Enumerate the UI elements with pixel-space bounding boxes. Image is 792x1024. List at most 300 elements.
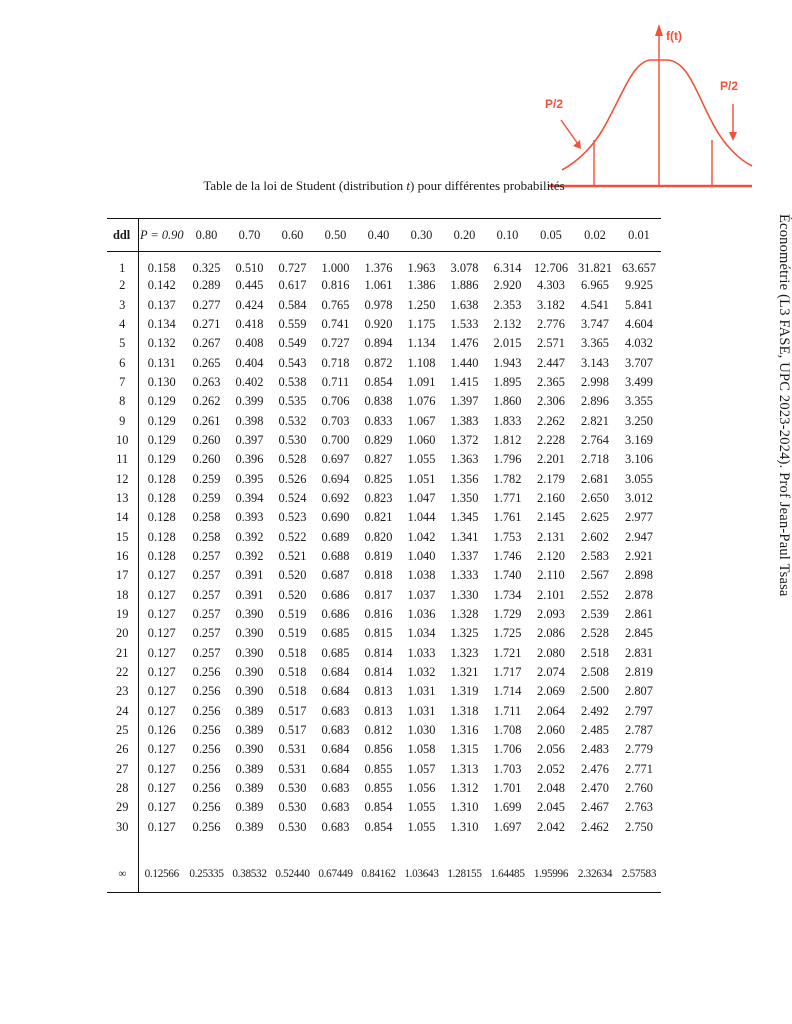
value-cell: 0.128 <box>147 490 176 505</box>
value-cell: 2.921 <box>625 548 653 563</box>
value-cell: 0.683 <box>321 703 350 718</box>
value-cell: 1.397 <box>450 394 479 409</box>
table-row <box>107 644 661 663</box>
value-cell: 1.708 <box>493 723 522 738</box>
value-cell: 2.797 <box>625 703 653 718</box>
value-cell: 0.389 <box>235 800 264 815</box>
value-cell: 0.530 <box>278 781 307 796</box>
value-cell: 0.518 <box>278 645 307 660</box>
value-cell: 0.711 <box>321 374 350 389</box>
value-cell: 0.389 <box>235 703 264 718</box>
value-cell: 2.718 <box>581 452 609 467</box>
value-cell: 0.404 <box>235 355 264 370</box>
prob-header: 0.02 <box>584 227 606 242</box>
value-cell: 0.517 <box>278 723 307 738</box>
value-cell: 2.080 <box>537 645 565 660</box>
value-cell: 0.390 <box>235 665 264 680</box>
prob-header: 0.80 <box>195 227 218 242</box>
value-cell: 3.707 <box>625 355 653 370</box>
value-cell: 1.319 <box>450 684 479 699</box>
value-cell: 1.638 <box>450 297 479 312</box>
table-row <box>107 527 661 546</box>
value-cell: 4.303 <box>537 278 565 293</box>
ddl-cell: 24 <box>107 702 138 721</box>
value-cell: 1.060 <box>407 432 436 447</box>
value-cell: 0.25335 <box>189 867 224 880</box>
value-cell: 1.067 <box>407 413 436 428</box>
ddl-cell: 22 <box>107 663 138 682</box>
value-cell: 2.060 <box>537 723 565 738</box>
value-cell: 0.256 <box>192 819 221 834</box>
value-cell: 1.963 <box>407 261 436 275</box>
value-cell: 0.530 <box>278 800 307 815</box>
value-cell: 1.055 <box>407 452 436 467</box>
value-cell: 0.528 <box>278 452 307 467</box>
value-cell: 1.042 <box>407 529 436 544</box>
ddl-cell: 19 <box>107 605 138 624</box>
value-cell: 0.134 <box>147 316 176 331</box>
value-cell: 2.57583 <box>621 867 657 880</box>
value-cell: 2.567 <box>581 568 609 583</box>
left-tail-label: P/2 <box>545 97 564 111</box>
value-cell: 1.796 <box>493 452 522 467</box>
value-cell: 1.28155 <box>447 867 482 880</box>
value-cell: 1.734 <box>493 587 522 602</box>
value-cell: 2.201 <box>537 452 565 467</box>
ddl-cell: 20 <box>107 624 138 643</box>
value-cell: 0.389 <box>235 723 264 738</box>
value-cell: 0.838 <box>364 394 393 409</box>
value-cell: 1.697 <box>493 819 522 834</box>
value-cell: 0.128 <box>147 548 176 563</box>
value-cell: 2.764 <box>581 432 609 447</box>
value-cell: 2.508 <box>581 665 609 680</box>
table-row <box>107 373 661 392</box>
value-cell: 2.110 <box>537 568 565 583</box>
value-cell: 2.776 <box>537 316 565 331</box>
ddl-cell: 18 <box>107 586 138 605</box>
value-cell: 0.127 <box>147 568 176 583</box>
value-cell: 3.747 <box>581 316 609 331</box>
value-cell: 0.131 <box>147 355 176 370</box>
value-cell: 0.256 <box>192 684 221 699</box>
value-cell: 0.391 <box>235 568 264 583</box>
value-cell: 9.925 <box>625 278 653 293</box>
value-cell: 0.397 <box>235 432 264 447</box>
ddl-cell: 28 <box>107 779 138 798</box>
value-cell: 0.854 <box>364 819 393 834</box>
student-t-table <box>107 218 661 893</box>
value-cell: 0.398 <box>235 413 264 428</box>
value-cell: 2.583 <box>581 548 609 563</box>
value-cell: 0.262 <box>192 394 221 409</box>
value-cell: 0.920 <box>364 316 393 331</box>
value-cell: 1.032 <box>407 665 436 680</box>
value-cell: 2.015 <box>493 336 522 351</box>
value-cell: 2.306 <box>537 394 565 409</box>
table-row <box>107 334 661 353</box>
ddl-cell: 25 <box>107 721 138 740</box>
value-cell: 0.543 <box>278 355 307 370</box>
table-row <box>107 624 661 643</box>
value-cell: 0.257 <box>192 626 221 641</box>
table-row <box>107 469 661 488</box>
prob-header: 0.50 <box>324 227 347 242</box>
table-row <box>107 411 661 430</box>
value-cell: 2.064 <box>537 703 565 718</box>
value-cell: 0.727 <box>278 261 307 275</box>
value-cell: 6.965 <box>581 278 609 293</box>
value-cell: 0.267 <box>192 336 221 351</box>
value-cell: 2.898 <box>625 568 653 583</box>
value-cell: 0.127 <box>147 819 176 834</box>
value-cell: 0.258 <box>192 529 221 544</box>
value-cell: 0.521 <box>278 548 307 563</box>
value-cell: 0.856 <box>364 742 393 757</box>
value-cell: 5.841 <box>625 297 653 312</box>
table-row <box>107 392 661 411</box>
table-row <box>107 252 661 277</box>
value-cell: 0.128 <box>147 471 176 486</box>
value-cell: 2.518 <box>581 645 609 660</box>
value-cell: 0.531 <box>278 761 307 776</box>
value-cell: 2.093 <box>537 607 565 622</box>
table-caption: Table de la loi de Student (distribution t) pour différentes probabilités <box>203 178 565 193</box>
value-cell: 2.821 <box>581 413 609 428</box>
value-cell: 0.519 <box>278 607 307 622</box>
value-cell: 0.833 <box>364 413 393 428</box>
left-tail-arrow <box>561 120 578 144</box>
value-cell: 3.355 <box>625 394 653 409</box>
prob-header: 0.20 <box>453 227 476 242</box>
value-cell: 0.700 <box>321 432 350 447</box>
value-cell: 0.408 <box>235 336 264 351</box>
value-cell: 0.393 <box>235 510 264 525</box>
value-cell: 0.854 <box>364 374 393 389</box>
value-cell: 2.845 <box>625 626 653 641</box>
value-cell: 2.878 <box>625 587 653 602</box>
value-cell: 6.314 <box>493 261 522 275</box>
table-row <box>107 450 661 469</box>
value-cell: 0.445 <box>235 278 264 293</box>
value-cell: 0.526 <box>278 471 307 486</box>
ddl-cell: 2 <box>107 276 138 295</box>
table-row <box>107 431 661 450</box>
value-cell: 0.289 <box>192 278 221 293</box>
value-cell: 0.688 <box>321 548 350 563</box>
value-cell: 0.549 <box>278 336 307 351</box>
value-cell: 0.813 <box>364 703 393 718</box>
value-cell: 1.372 <box>450 432 479 447</box>
ddl-cell: 26 <box>107 740 138 759</box>
value-cell: 1.055 <box>407 800 436 815</box>
value-cell: 1.476 <box>450 336 479 351</box>
value-cell: 0.127 <box>147 587 176 602</box>
value-cell: 1.134 <box>407 336 436 351</box>
value-cell: 1.703 <box>493 761 522 776</box>
value-cell: 0.827 <box>364 452 393 467</box>
value-cell: 0.523 <box>278 510 307 525</box>
value-cell: 0.518 <box>278 665 307 680</box>
left-tail-arrowhead-icon <box>573 140 581 149</box>
prob-header: 0.60 <box>281 227 304 242</box>
value-cell: 3.365 <box>581 336 609 351</box>
value-cell: 0.532 <box>278 413 307 428</box>
value-cell: 2.483 <box>581 742 609 757</box>
value-cell: 0.829 <box>364 432 393 447</box>
value-cell: 0.129 <box>147 413 176 428</box>
value-cell: 0.821 <box>364 510 393 525</box>
value-cell: 2.977 <box>625 510 653 525</box>
value-cell: 0.683 <box>321 800 350 815</box>
value-cell: 2.069 <box>537 684 565 699</box>
value-cell: 0.683 <box>321 819 350 834</box>
table-row <box>107 663 661 682</box>
value-cell: 0.816 <box>364 607 393 622</box>
prob-header: 0.01 <box>628 227 650 242</box>
value-cell: 2.528 <box>581 626 609 641</box>
value-cell: 1.95996 <box>533 867 569 880</box>
value-cell: 0.692 <box>321 490 350 505</box>
value-cell: 0.559 <box>278 316 307 331</box>
value-cell: 0.259 <box>192 490 221 505</box>
value-cell: 0.686 <box>321 607 350 622</box>
value-cell: 0.128 <box>147 510 176 525</box>
value-cell: 0.257 <box>192 587 221 602</box>
value-cell: 0.84162 <box>361 867 396 880</box>
value-cell: 1.310 <box>450 819 479 834</box>
value-cell: 0.127 <box>147 607 176 622</box>
value-cell: 3.499 <box>625 374 653 389</box>
value-cell: 2.228 <box>537 432 565 447</box>
value-cell: 0.396 <box>235 452 264 467</box>
value-cell: 1.000 <box>321 261 350 275</box>
value-cell: 0.855 <box>364 761 393 776</box>
value-cell: 2.750 <box>625 819 653 834</box>
value-cell: 0.129 <box>147 452 176 467</box>
table-row <box>107 740 661 759</box>
value-cell: 1.753 <box>493 529 522 544</box>
value-cell: 1.091 <box>407 374 436 389</box>
f-label: f(t) <box>666 29 682 43</box>
value-cell: 1.363 <box>450 452 479 467</box>
ddl-cell: 14 <box>107 508 138 527</box>
value-cell: 0.517 <box>278 703 307 718</box>
infinity-ddl-cell: ∞ <box>107 855 138 893</box>
value-cell: 2.353 <box>493 297 522 312</box>
value-cell: 0.535 <box>278 394 307 409</box>
value-cell: 0.399 <box>235 394 264 409</box>
value-cell: 3.182 <box>537 297 565 312</box>
value-cell: 0.520 <box>278 568 307 583</box>
right-tail-label: P/2 <box>720 79 739 93</box>
ddl-cell: 12 <box>107 469 138 488</box>
table-row <box>107 798 661 817</box>
value-cell: 3.106 <box>625 452 653 467</box>
value-cell: 0.894 <box>364 336 393 351</box>
value-cell: 1.312 <box>450 781 479 796</box>
value-cell: 2.650 <box>581 490 609 505</box>
ddl-cell: 3 <box>107 295 138 314</box>
value-cell: 3.078 <box>450 261 479 275</box>
value-cell: 2.807 <box>625 684 653 699</box>
ddl-header: ddl <box>107 219 138 252</box>
ddl-cell: 30 <box>107 818 138 837</box>
value-cell: 1.03643 <box>404 867 439 880</box>
value-cell: 0.814 <box>364 645 393 660</box>
value-cell: 0.389 <box>235 761 264 776</box>
value-cell: 2.861 <box>625 607 653 622</box>
table-row <box>107 566 661 585</box>
value-cell: 0.531 <box>278 742 307 757</box>
table-row <box>107 818 661 837</box>
value-cell: 1.350 <box>450 490 479 505</box>
ddl-cell: 17 <box>107 566 138 585</box>
value-cell: 0.256 <box>192 742 221 757</box>
value-cell: 4.604 <box>625 316 653 331</box>
value-cell: 63.657 <box>621 261 657 275</box>
value-cell: 0.389 <box>235 781 264 796</box>
value-cell: 1.725 <box>493 626 522 641</box>
value-cell: 0.256 <box>192 723 221 738</box>
value-cell: 1.076 <box>407 394 436 409</box>
value-cell: 0.38532 <box>232 867 267 880</box>
value-cell: 0.394 <box>235 490 264 505</box>
header-row <box>107 219 661 252</box>
table-row <box>107 547 661 566</box>
value-cell: 0.258 <box>192 510 221 525</box>
value-cell: 0.256 <box>192 761 221 776</box>
value-cell: 1.040 <box>407 548 436 563</box>
value-cell: 0.812 <box>364 723 393 738</box>
table-row <box>107 721 661 740</box>
value-cell: 1.64485 <box>490 867 525 880</box>
value-cell: 0.390 <box>235 645 264 660</box>
value-cell: 1.315 <box>450 742 479 757</box>
value-cell: 1.337 <box>450 548 479 563</box>
value-cell: 3.250 <box>625 413 653 428</box>
value-cell: 0.261 <box>192 413 221 428</box>
value-cell: 2.262 <box>537 413 565 428</box>
value-cell: 0.684 <box>321 665 350 680</box>
value-cell: 0.137 <box>147 297 176 312</box>
value-cell: 0.259 <box>192 471 221 486</box>
value-cell: 1.356 <box>450 471 479 486</box>
ddl-cell: 10 <box>107 431 138 450</box>
value-cell: 0.820 <box>364 529 393 544</box>
value-cell: 1.717 <box>493 665 522 680</box>
prob-header: 0.70 <box>238 227 261 242</box>
value-cell: 2.625 <box>581 510 609 525</box>
value-cell: 2.831 <box>625 645 653 660</box>
value-cell: 1.313 <box>450 761 479 776</box>
value-cell: 1.056 <box>407 781 436 796</box>
value-cell: 1.761 <box>493 510 522 525</box>
value-cell: 0.392 <box>235 529 264 544</box>
value-cell: 0.127 <box>147 665 176 680</box>
value-cell: 0.617 <box>278 278 307 293</box>
value-cell: 1.175 <box>407 316 436 331</box>
value-cell: 0.127 <box>147 800 176 815</box>
value-cell: 2.365 <box>537 374 565 389</box>
value-cell: 1.440 <box>450 355 479 370</box>
ddl-cell: 1 <box>107 252 138 277</box>
spacer-row <box>107 837 661 855</box>
value-cell: 1.057 <box>407 761 436 776</box>
infinity-row <box>107 855 661 893</box>
value-cell: 0.129 <box>147 432 176 447</box>
value-cell: 0.142 <box>147 278 176 293</box>
value-cell: 0.815 <box>364 626 393 641</box>
value-cell: 0.127 <box>147 626 176 641</box>
value-cell: 1.310 <box>450 800 479 815</box>
value-cell: 4.032 <box>625 336 653 351</box>
prob-header: 0.05 <box>540 227 562 242</box>
value-cell: 0.684 <box>321 684 350 699</box>
value-cell: 1.316 <box>450 723 479 738</box>
value-cell: 0.265 <box>192 355 221 370</box>
value-cell: 1.943 <box>493 355 522 370</box>
value-cell: 0.530 <box>278 819 307 834</box>
value-cell: 0.257 <box>192 548 221 563</box>
value-cell: 1.333 <box>450 568 479 583</box>
ddl-cell: 21 <box>107 644 138 663</box>
value-cell: 1.037 <box>407 587 436 602</box>
value-cell: 2.120 <box>537 548 565 563</box>
value-cell: 2.052 <box>537 761 565 776</box>
value-cell: 0.256 <box>192 800 221 815</box>
value-cell: 0.765 <box>321 297 350 312</box>
value-cell: 0.127 <box>147 684 176 699</box>
value-cell: 0.684 <box>321 742 350 757</box>
value-cell: 0.817 <box>364 587 393 602</box>
value-cell: 1.328 <box>450 607 479 622</box>
value-cell: 0.685 <box>321 645 350 660</box>
ddl-cell: 16 <box>107 547 138 566</box>
value-cell: 1.051 <box>407 471 436 486</box>
value-cell: 2.760 <box>625 781 653 796</box>
ddl-cell: 27 <box>107 760 138 779</box>
value-cell: 0.256 <box>192 665 221 680</box>
value-cell: 1.323 <box>450 645 479 660</box>
value-cell: 2.896 <box>581 394 609 409</box>
value-cell: 2.485 <box>581 723 609 738</box>
value-cell: 0.263 <box>192 374 221 389</box>
value-cell: 3.012 <box>625 490 653 505</box>
value-cell: 1.031 <box>407 684 436 699</box>
value-cell: 0.854 <box>364 800 393 815</box>
value-cell: 0.687 <box>321 568 350 583</box>
value-cell: 0.390 <box>235 626 264 641</box>
value-cell: 0.706 <box>321 394 350 409</box>
value-cell: 31.821 <box>577 261 613 275</box>
value-cell: 2.771 <box>625 761 653 776</box>
value-cell: 2.500 <box>581 684 609 699</box>
value-cell: 1.250 <box>407 297 436 312</box>
value-cell: 0.391 <box>235 587 264 602</box>
table-row <box>107 489 661 508</box>
value-cell: 1.860 <box>493 394 522 409</box>
value-cell: 3.169 <box>625 432 653 447</box>
value-cell: 0.819 <box>364 548 393 563</box>
table-row <box>107 315 661 334</box>
value-cell: 0.584 <box>278 297 307 312</box>
value-cell: 0.130 <box>147 374 176 389</box>
value-cell: 0.127 <box>147 761 176 776</box>
value-cell: 0.260 <box>192 452 221 467</box>
value-cell: 0.689 <box>321 529 350 544</box>
side-note: Économétrie (L3 FASE, UPC 2023-2024). Prof Jean-Paul Tsasa <box>776 214 792 597</box>
